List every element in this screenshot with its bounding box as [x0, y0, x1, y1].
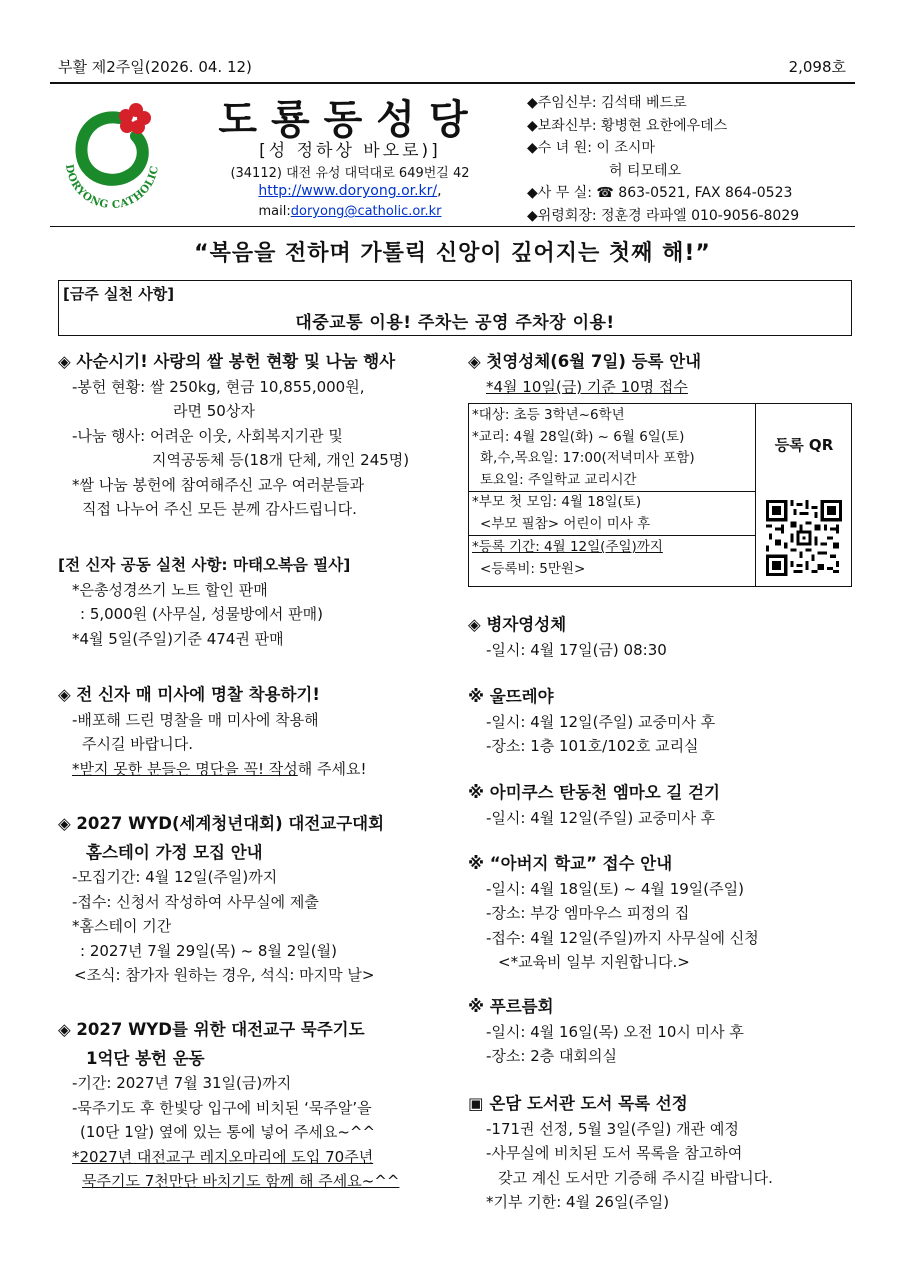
- wyd-line: -접수: 신청서 작성하여 사무실에 제출: [72, 892, 319, 911]
- rosary-line: -묵주기도 후 한빛당 입구에 비치된 ‘묵주알’을: [72, 1098, 372, 1117]
- staff-sisters: ◆수 녀 원: 이 조시마: [527, 140, 655, 156]
- ultreya-title: ※ 울뜨레야: [468, 687, 554, 706]
- fc-target: *대상: 초등 3학년~6학년: [472, 407, 625, 423]
- fc-weekday: 화,수,목요일: 17:00(저녁미사 포함): [480, 450, 695, 466]
- section-ultreya: [468, 685, 715, 759]
- library-line: 갖고 계신 도서만 기증해 주시길 바랍니다.: [498, 1168, 773, 1187]
- bible-title: [전 신자 공동 실천 사항: 마태오복음 필사]: [58, 556, 351, 574]
- church-name: 도룡동성당: [218, 96, 482, 143]
- church-logo: [56, 96, 168, 212]
- father-line: -장소: 부강 엠마우스 피정의 집: [486, 904, 690, 922]
- father-line: -일시: 4월 18일(토) ~ 4월 19일(주일): [486, 879, 744, 898]
- lent-line: 직접 나누어 주신 모든 분께 감사드립니다.: [82, 500, 357, 518]
- bulletin-date: 부활 제2주일(2026. 04. 12): [58, 58, 252, 76]
- pureum-title: ※ 푸르름회: [468, 997, 554, 1016]
- logo-text: DORYONG CATHOLIC: [62, 163, 161, 212]
- section-amicus: [468, 781, 720, 830]
- father-title: ※ “아버지 학교” 접수 안내: [468, 854, 673, 873]
- section-pureum: [468, 995, 744, 1069]
- library-line: *기부 기한: 4월 26일(주일): [486, 1193, 670, 1211]
- nametag-line: -배포해 드린 명찰을 매 미사에 착용해: [72, 710, 319, 729]
- fc-catechism: *교리: 4월 28일(화) ~ 6월 6일(토): [472, 428, 685, 445]
- rosary-underlined: 묵주기도 7천만단 바치기도 함께 해 주세요~^^: [82, 1172, 400, 1190]
- rosary-underlined: *2027년 대전교구 레지오마리에 도입 70주년: [72, 1147, 374, 1166]
- first-communion-title: ◈ 첫영성체(6월 7일) 등록 안내: [468, 352, 702, 371]
- wyd-title: ◈ 2027 WYD(세계청년대회) 대전교구대회: [58, 814, 385, 833]
- fc-registration-period: *등록 기간: 4월 12일(주일)까지: [472, 539, 663, 555]
- library-line: -171권 선정, 5월 3일(주일) 개관 예정: [486, 1119, 739, 1138]
- staff-list: [527, 92, 857, 227]
- staff-office: ◆사 무 실: ☎ 863-0521, FAX 864-0523: [527, 185, 793, 201]
- lent-line: 라면 50상자: [173, 402, 255, 420]
- fc-box-parents: [472, 492, 650, 535]
- section-library: [468, 1092, 773, 1215]
- rosary-line: [58, 1169, 399, 1194]
- qr-label: 등록 QR: [774, 436, 834, 454]
- website-suffix: ,: [437, 183, 442, 199]
- library-line: -사무실에 비치된 도서 목록을 참고하여: [486, 1144, 743, 1162]
- library-title: ▣ 온담 도서관 도서 목록 선정: [468, 1094, 688, 1113]
- rosary-title: ◈ 2027 WYD를 위한 대전교구 묵주기도: [58, 1020, 365, 1039]
- table-divider: [755, 403, 756, 587]
- section-lent: [58, 350, 409, 522]
- fc-box-schedule: [472, 405, 695, 491]
- amicus-line: -일시: 4월 12일(주일) 교중미사 후: [486, 808, 716, 827]
- lent-line: -봉헌 현황: 쌀 250kg, 현금 10,855,000원,: [72, 377, 365, 396]
- ultreya-line: -장소: 1층 101호/102호 교리실: [486, 737, 699, 755]
- nametag-title: ◈ 전 신자 매 미사에 명찰 착용하기!: [58, 685, 320, 704]
- section-rosary: [58, 1018, 399, 1194]
- bible-line: : 5,000원 (사무실, 성물방에서 판매): [80, 605, 323, 623]
- nametag-underlined: *받지 못한 분들은 명단을 꼭! 작성: [72, 759, 298, 778]
- year-slogan: “복음을 전하며 가톨릭 신앙이 깊어지는 첫째 해!”: [194, 241, 711, 266]
- fc-box-registration: [472, 537, 663, 580]
- nametag-tail: 해 주세요!: [297, 759, 367, 778]
- website-link[interactable]: http://www.doryong.or.kr/: [258, 183, 438, 199]
- weekly-practice-title: [금주 실천 사항]: [63, 285, 175, 303]
- staff-assistant: ◆보좌신부: 황병현 요한에우데스: [527, 117, 728, 134]
- pureum-line: -일시: 4월 16일(목) 오전 10시 미사 후: [486, 1022, 744, 1041]
- lent-line: -나눔 행사: 어려운 이웃, 사회복지기관 및: [72, 426, 343, 445]
- pureum-line: -장소: 2층 대회의실: [486, 1047, 617, 1065]
- rosary-title-2: 1억단 봉헌 운동: [86, 1048, 205, 1068]
- mail-label: mail:: [258, 204, 291, 219]
- section-wyd-homestay: [58, 812, 384, 988]
- section-bible: [58, 553, 350, 651]
- rosary-line: (10단 1알) 옆에 있는 통에 넣어 주세요~^^: [80, 1123, 376, 1141]
- sick-title: ◈ 병자영성체: [468, 615, 567, 634]
- wyd-title-2: 홈스테이 가정 모집 안내: [86, 842, 263, 862]
- lent-line: *쌀 나눔 봉헌에 참여해주신 교우 여러분들과: [72, 475, 365, 494]
- sick-line: -일시: 4월 17일(금) 08:30: [486, 640, 667, 659]
- fc-parent-meeting: *부모 첫 모임: 4월 18일(토): [472, 494, 642, 510]
- fc-fee: <등록비: 5만원>: [480, 560, 586, 577]
- wyd-line: <조식: 참가자 원하는 경우, 석식: 마지막 날>: [74, 966, 375, 984]
- father-line: <*교육비 일부 지원합니다.>: [498, 953, 690, 971]
- header-bottom-divider: [50, 226, 855, 227]
- header-divider: [50, 82, 855, 84]
- registration-qr-code[interactable]: [766, 500, 842, 576]
- svg-text:DORYONG CATHOLIC: [63, 163, 161, 211]
- wyd-line: *홈스테이 기간: [72, 917, 172, 935]
- rosary-line: [58, 1145, 399, 1170]
- fc-saturday: 토요일: 주일학교 교리시간: [480, 471, 637, 488]
- section-father-school: [468, 852, 759, 975]
- church-address: (34112) 대전 유성 대덕대로 649번길 42: [230, 166, 470, 181]
- lent-line: 지역공동체 등(18개 단체, 개인 245명): [152, 451, 410, 469]
- staff-funeral: ◆위령회장: 정훈경 라파엘 010-9056-8029: [527, 207, 800, 224]
- nametag-line: [58, 757, 366, 782]
- wyd-line: -모집기간: 4월 12일(주일)까지: [72, 868, 278, 886]
- section-nametag: [58, 683, 366, 781]
- wyd-line: : 2027년 7월 29일(목) ~ 8월 2일(월): [80, 941, 337, 960]
- patron-saint: [성 정하상 바오로)]: [259, 141, 441, 161]
- staff-pastor: ◆주임신부: 김석태 베드로: [527, 95, 687, 111]
- bible-line: *4월 5일(주일)기준 474권 판매: [72, 629, 284, 648]
- table-divider: [468, 535, 755, 536]
- father-line: -접수: 4월 12일(주일)까지 사무실에 신청: [486, 928, 759, 947]
- nametag-line: 주시길 바랍니다.: [82, 735, 193, 753]
- lent-title: ◈ 사순시기! 사랑의 쌀 봉헌 현황 및 나눔 행사: [58, 352, 396, 371]
- section-sick-communion: [468, 613, 667, 662]
- section-first-communion: [468, 350, 701, 399]
- first-communion-note: *4월 10일(금) 기준 10명 접수: [486, 377, 688, 396]
- ultreya-line: -일시: 4월 12일(주일) 교중미사 후: [486, 712, 716, 731]
- amicus-title: ※ 아미쿠스 탄동천 엠마오 길 걷기: [468, 783, 720, 802]
- bible-line: *은총성경쓰기 노트 할인 판매: [72, 580, 268, 599]
- weekly-practice-text: 대중교통 이용! 주차는 공영 주차장 이용!: [295, 313, 615, 333]
- issue-number: 2,098호: [788, 58, 846, 76]
- mail-link[interactable]: doryong@catholic.or.kr: [290, 204, 442, 219]
- fc-parent-required: <부모 필참> 어린이 미사 후: [480, 515, 651, 532]
- mail-row: [200, 204, 500, 219]
- rosary-line: -기간: 2027년 7월 31일(금)까지: [72, 1074, 292, 1092]
- website-row: [200, 183, 500, 199]
- staff-sisters-2: 허 티모테오: [609, 162, 682, 179]
